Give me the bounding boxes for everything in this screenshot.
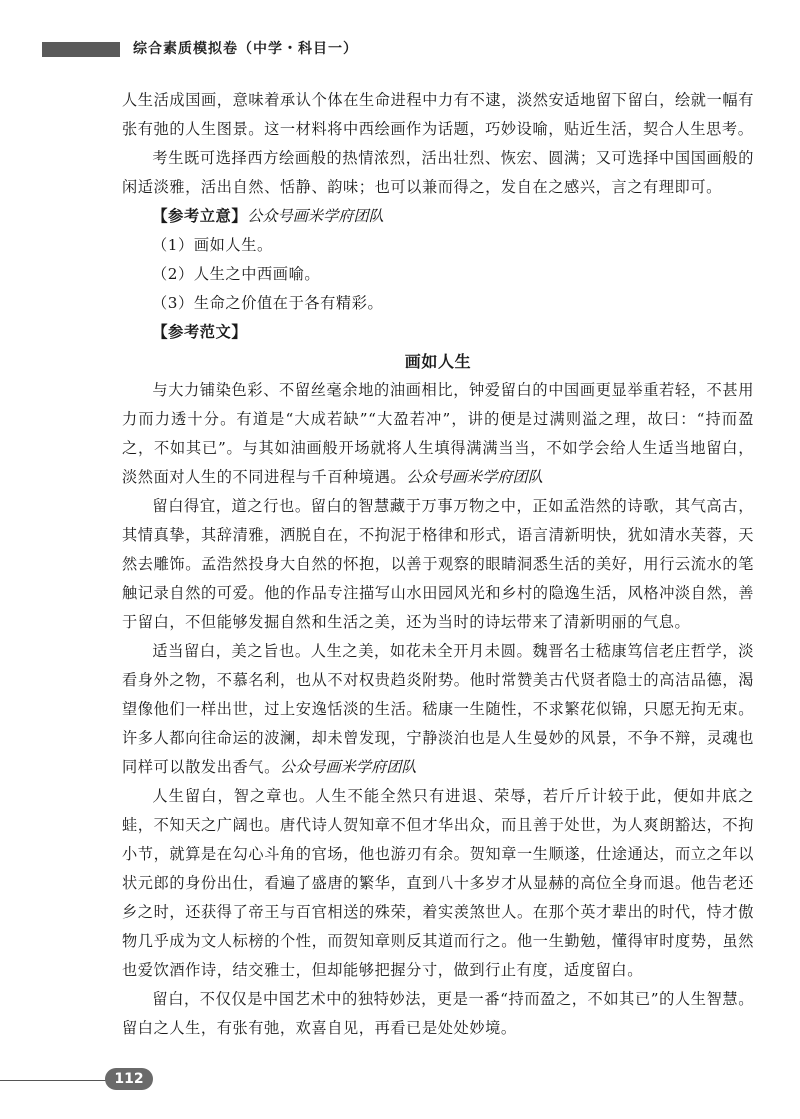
reference-point-item: （2）人生之中西画喻。	[152, 265, 321, 283]
essay-paragraph-3-text: 适当留白，美之旨也。人生之美，如花未全开月未圆。魏晋名士嵇康笃信老庄哲学，淡看身外之物，不慕名利，也从不对权贵趋炎附势。他时常赞美古代贤者隐士的高洁品德，渴望像他们一样出世，过上安逸恬淡的生活。嵇康一生随性，不求繁花似锦，只愿无拘无束。许多人都向往命运的波澜，却未曾发现，宁静淡泊也是人生曼妙的风景，不争不辩，灵魂也同样可以散发出香气。	[122, 642, 754, 776]
watermark-stamp: 公众号画米学府团队	[406, 468, 543, 486]
essay-paragraph-1-text: 与大力铺染色彩、不留丝毫余地的油画相比，钟爱留白的中国画更显举重若轻，不甚用力而力透十分。有道是“大成若缺”“大盈若冲”，讲的便是过满则溢之理，故曰：“持而盈之，不如其已”。与其如油画般开场就将人生填得满满当当，不如学会给人生适当地留白，淡然面对人生的不同进程与千百种境遇。	[122, 381, 754, 486]
essay-paragraph-1	[122, 376, 754, 492]
essay-title: 画如人生	[404, 352, 472, 371]
reference-point-item: （3）生命之价值在于各有精彩。	[152, 294, 384, 312]
page-content	[122, 86, 754, 1043]
essay-label: 【参考范文】	[152, 323, 248, 341]
header-bar	[42, 42, 120, 57]
header-title: 综合素质模拟卷（中学・科目一）	[133, 41, 358, 57]
page-number: 112	[105, 1068, 153, 1090]
essay-paragraph-4: 人生留白，智之章也。人生不能全然只有进退、荣辱，若斤斤计较于此，便如井底之蛙，不知天之广阔也。唐代诗人贺知章不但才华出众，而且善于处世，为人爽朗豁达，不拘小节，就算是在勾心斗角的官场，他也游刃有余。贺知章一生顺遂，仕途通达，而立之年以状元郎的身份出仕，看遍了盛唐的繁华，直到八十多岁才从显赫的高位全身而退。他告老还乡之时，还获得了帝王与百官相送的殊荣，着实羡煞世人。在那个英才辈出的时代，恃才傲物几乎成为文人标榜的个性，而贺知章则反其道而行之。他一生勤勉，懂得审时度势，虽然也爱饮酒作诗，结交雅士，但却能够把握分寸，做到行止有度，适度留白。	[122, 787, 754, 979]
intro-paragraph-1: 人生活成国画，意味着承认个体在生命进程中力有不逮，淡然安适地留下留白，绘就一幅有张有弛的人生图景。这一材料将中西绘画作为话题，巧妙设喻，贴近生活，契合人生思考。	[122, 91, 754, 138]
reference-point-item: （1）画如人生。	[152, 236, 273, 254]
essay-paragraph-3	[122, 637, 754, 782]
essay-paragraph-2: 留白得宜，道之行也。留白的智慧藏于万事万物之中，正如孟浩然的诗歌，其气高古，其情真挚，其辞清雅，洒脱自在，不拘泥于格律和形式，语言清新明快，犹如清水芙蓉，天然去雕饰。孟浩然投身大自然的怀抱，以善于观察的眼睛洞悉生活的美好，用行云流水的笔触记录自然的可爱。他的作品专注描写山水田园风光和乡村的隐逸生活，风格冲淡自然，善于留白，不但能够发掘自然和生活之美，还为当时的诗坛带来了清新明丽的气息。	[122, 497, 754, 631]
reference-points-heading	[122, 202, 754, 231]
reference-points-label: 【参考立意】	[152, 207, 248, 225]
watermark-stamp: 公众号画米学府团队	[279, 758, 417, 776]
watermark-stamp: 公众号画米学府团队	[247, 207, 384, 225]
footer-line	[0, 1080, 112, 1081]
essay-paragraph-5: 留白，不仅仅是中国艺术中的独特妙法，更是一番“持而盈之，不如其已”的人生智慧。留白之人生，有张有弛，欢喜自见，再看已是处处妙境。	[122, 990, 754, 1037]
intro-paragraph-2: 考生既可选择西方绘画般的热情浓烈，活出壮烈、恢宏、圆满；又可选择中国国画般的闲适淡雅，活出自然、恬静、韵味；也可以兼而得之，发自在之感兴，言之有理即可。	[122, 149, 754, 196]
